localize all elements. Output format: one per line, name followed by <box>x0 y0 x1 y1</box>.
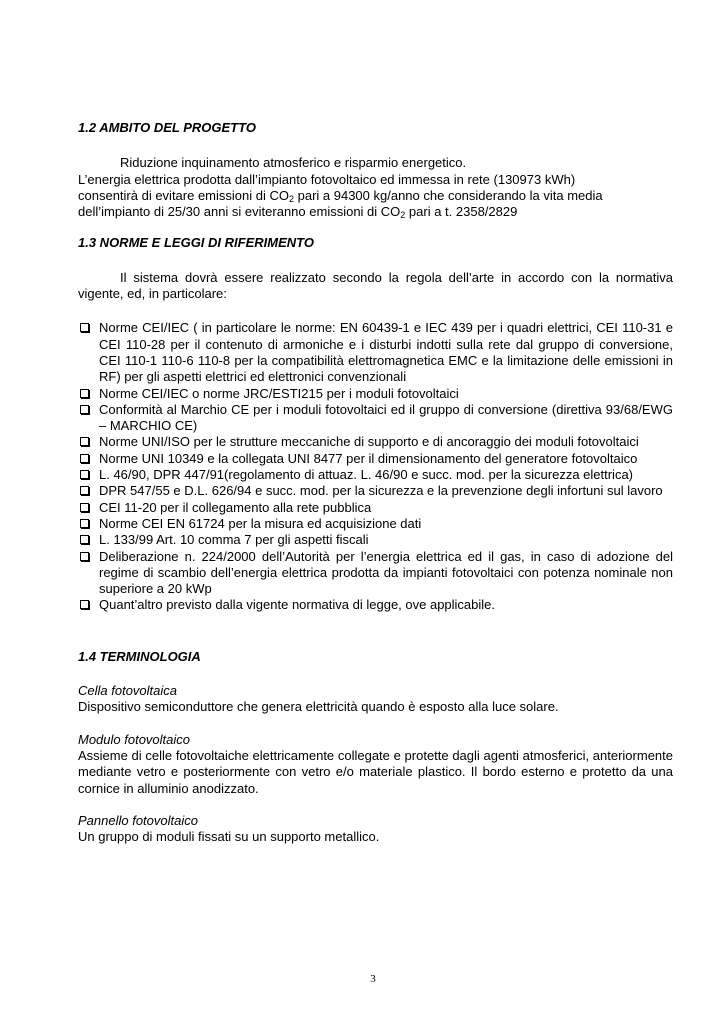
list-item: Norme CEI/IEC ( in particolare le norme: EN 60439-1 e IEC 439 per i quadri elettrici, CEI 110-31 e CEI 110-28 per il contenuto di armoniche e i disturbi indotti sulla rete dal gruppo di conversione, CEI 110-1 110-6 110-8 per la compatibilità elettromagnetica EMC e la limitazione delle emissioni in RF) per gli aspetti elettrici ed elettronici convenzionali <box>78 320 673 385</box>
list-item: DPR 547/55 e D.L. 626/94 e succ. mod. per la sicurezza e la prevenzione degli infortuni sul lavoro <box>78 483 673 499</box>
list-item: L. 46/90, DPR 447/91(regolamento di attuaz. L. 46/90 e succ. mod. per la sicurezza elettrica) <box>78 467 673 483</box>
checkbox-bullet-icon <box>80 503 89 512</box>
term-definition: Un gruppo di moduli fissati su un supporto metallico. <box>78 829 380 845</box>
checkbox-bullet-icon <box>80 600 89 609</box>
checkbox-bullet-icon <box>80 437 89 446</box>
term-definition: Assieme di celle fotovoltaiche elettricamente collegate e protette dagli agenti atmosferici, anteriormente mediante vetro e posteriormente con vetro e/o materiale plastico. Il bordo esterno e protetto da una cornice in alluminio anodizzato. <box>78 747 673 796</box>
section-1-2-line-4: dell’impianto di 25/30 anni si eviteranno emissioni di $CO_2$ pari a t. 2358/2829 <box>78 204 518 221</box>
list-item: L. 133/99 Art. 10 comma 7 per gli aspetti fiscali <box>78 532 673 548</box>
term-pannello-fotovoltaico <box>78 813 673 846</box>
checkbox-bullet-icon <box>80 323 89 332</box>
section-1-3-heading: 1.3 NORME E LEGGI DI RIFERIMENTO <box>78 235 314 251</box>
list-item: Norme UNI 10349 e la collegata UNI 8477 per il dimensionamento del generatore fotovoltaico <box>78 451 673 467</box>
term-name: Modulo fotovoltaico <box>78 731 191 747</box>
list-item: Quant’altro previsto dalla vigente normativa di legge, ove applicabile. <box>78 597 673 613</box>
section-1-3-intro: Il sistema dovrà essere realizzato secondo la regola dell’arte in accordo con la normativa vigente, ed, in particolare: <box>78 269 673 302</box>
checkbox-bullet-icon <box>80 486 89 495</box>
list-item: Norme CEI EN 61724 per la misura ed acquisizione dati <box>78 516 673 532</box>
term-name: Pannello fotovoltaico <box>78 812 198 828</box>
section-1-2-line-2: L’energia elettrica prodotta dall’impianto fotovoltaico ed immessa in rete (130973 kWh) <box>78 171 576 187</box>
list-item: Deliberazione n. 224/2000 dell’Autorità per l’energia elettrica ed il gas, in caso di adozione del regime di scambio dell’energia elettrica prodotta da impianti fotovoltaici con potenza nominale non superiore a 20 kWp <box>78 549 673 598</box>
checkbox-bullet-icon <box>80 552 89 561</box>
checkbox-bullet-icon <box>80 454 89 463</box>
list-item: Conformità al Marchio CE per i moduli fotovoltaici ed il gruppo di conversione (direttiva 93/68/EWG – MARCHIO CE) <box>78 402 673 435</box>
term-modulo-fotovoltaico <box>78 732 673 797</box>
section-1-4-heading: 1.4 TERMINOLOGIA <box>78 648 201 664</box>
list-item: Norme UNI/ISO per le strutture meccaniche di supporto e di ancoraggio dei moduli fotovoltaici <box>78 434 673 450</box>
page-number: 3 <box>370 973 376 985</box>
term-cella-fotovoltaica <box>78 683 673 716</box>
section-1-2-line-1: Riduzione inquinamento atmosferico e risparmio energetico. <box>120 155 467 171</box>
list-item: CEI 11-20 per il collegamento alla rete pubblica <box>78 500 673 516</box>
checkbox-bullet-icon <box>80 405 89 414</box>
section-1-2-line-3: consentirà di evitare emissioni di $CO_2$ pari a 94300 kg/anno che considerando la vita media <box>78 187 603 204</box>
checkbox-bullet-icon <box>80 535 89 544</box>
checkbox-bullet-icon <box>80 519 89 528</box>
term-definition: Dispositivo semiconduttore che genera elettricità quando è esposto alla luce solare. <box>78 699 559 715</box>
norms-list <box>78 320 673 613</box>
section-1-2-heading: 1.2 AMBITO DEL PROGETTO <box>78 120 256 135</box>
checkbox-bullet-icon <box>80 389 89 398</box>
term-name: Cella fotovoltaica <box>78 683 177 699</box>
checkbox-bullet-icon <box>80 470 89 479</box>
document-page <box>78 120 673 861</box>
list-item: Norme CEI/IEC o norme JRC/ESTI215 per i moduli fotovoltaici <box>78 386 673 402</box>
